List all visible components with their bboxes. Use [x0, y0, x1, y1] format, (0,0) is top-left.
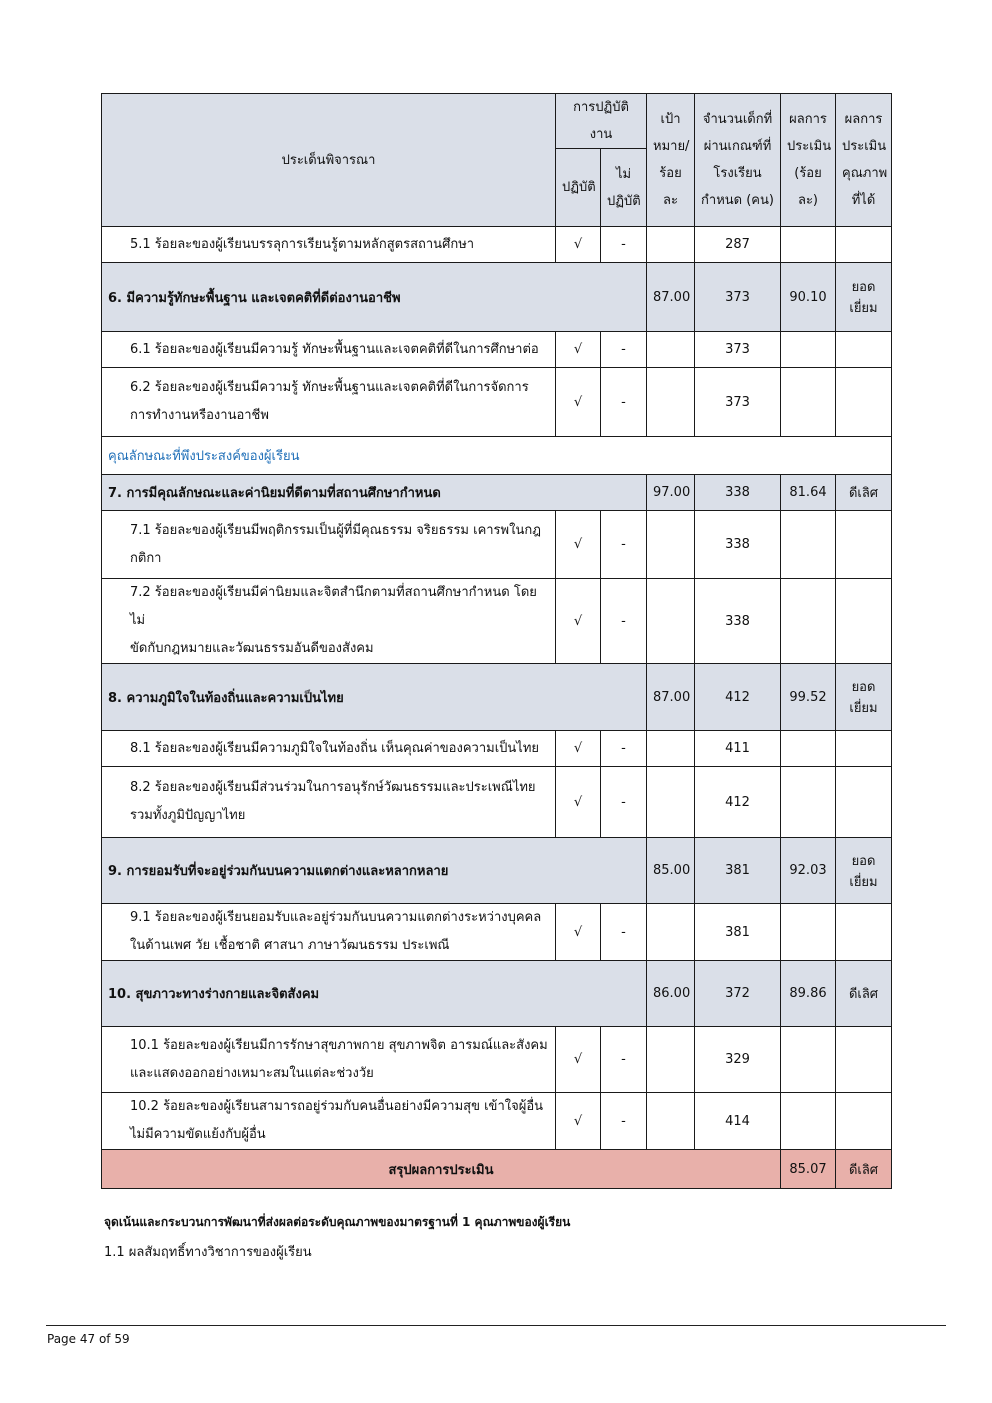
category-row [102, 961, 892, 1027]
count-cell: 287 [695, 227, 781, 263]
criteria-title: 8.1 ร้อยละของผู้เรียนมีความภูมิใจในท้องถิ่น เห็นคุณค่าของความเป็นไทย [102, 731, 556, 767]
target-cell [647, 579, 695, 664]
group-heading: คุณลักษณะที่พึงประสงค์ของผู้เรียน [102, 437, 892, 475]
page-number: Page 47 of 59 [47, 1332, 130, 1346]
target-cell [647, 731, 695, 767]
quality-cell: ดีเลิศ [836, 475, 892, 511]
result-cell [781, 731, 836, 767]
target-cell [647, 767, 695, 838]
quality-cell [836, 904, 892, 961]
quality-cell [836, 227, 892, 263]
summary-row [102, 1150, 892, 1189]
quality-cell [836, 579, 892, 664]
criteria-row [102, 332, 892, 368]
target-cell [647, 1027, 695, 1093]
header-practiced: ปฏิบัติ [556, 149, 601, 227]
quality-cell [836, 767, 892, 838]
category-title: 9. การยอมรับที่จะอยู่ร่วมกันบนความแตกต่างและหลากหลาย [102, 838, 647, 904]
not-practiced-cell: - [601, 332, 647, 368]
target-cell [647, 368, 695, 437]
target-cell: 87.00 [647, 664, 695, 731]
not-practiced-cell: - [601, 511, 647, 579]
target-cell: 87.00 [647, 263, 695, 332]
quality-cell [836, 368, 892, 437]
criteria-title: 5.1 ร้อยละของผู้เรียนบรรลุการเรียนรู้ตามหลักสูตรสถานศึกษา [102, 227, 556, 263]
count-cell: 329 [695, 1027, 781, 1093]
criteria-row [102, 368, 892, 437]
target-cell: 97.00 [647, 475, 695, 511]
group-heading-row [102, 437, 892, 475]
header-result-pct: ผลการ ประเมิน (ร้อย ละ) [781, 94, 836, 227]
count-cell: 373 [695, 263, 781, 332]
result-cell [781, 579, 836, 664]
criteria-title: 10.2 ร้อยละของผู้เรียนสามารถอยู่ร่วมกับคนอื่นอย่างมีความสุข เข้าใจผู้อื่น ไม่มีความขัดแย้งกับผู้อื่น [102, 1093, 556, 1150]
result-cell [781, 332, 836, 368]
summary-title: สรุปผลการประเมิน [102, 1150, 781, 1189]
result-cell [781, 227, 836, 263]
count-cell: 338 [695, 511, 781, 579]
category-row [102, 263, 892, 332]
criteria-row [102, 731, 892, 767]
criteria-row [102, 1093, 892, 1150]
target-cell [647, 227, 695, 263]
result-cell: 92.03 [781, 838, 836, 904]
category-row [102, 664, 892, 731]
footer-divider [46, 1325, 946, 1326]
category-title: 7. การมีคุณลักษณะและค่านิยมที่ดีตามที่สถานศึกษากำหนด [102, 475, 647, 511]
result-cell [781, 1093, 836, 1150]
count-cell: 412 [695, 664, 781, 731]
quality-cell: ดีเลิศ [836, 961, 892, 1027]
practiced-cell: √ [556, 332, 601, 368]
target-cell [647, 904, 695, 961]
result-cell [781, 767, 836, 838]
practiced-cell: √ [556, 579, 601, 664]
practiced-cell: √ [556, 368, 601, 437]
criteria-row [102, 579, 892, 664]
practiced-cell: √ [556, 511, 601, 579]
category-title: 6. มีความรู้ทักษะพื้นฐาน และเจตคติที่ดีต่องานอาชีพ [102, 263, 647, 332]
criteria-row [102, 1027, 892, 1093]
practiced-cell: √ [556, 1027, 601, 1093]
practiced-cell: √ [556, 731, 601, 767]
category-row [102, 475, 892, 511]
target-cell [647, 332, 695, 368]
quality-cell [836, 731, 892, 767]
criteria-title: 8.2 ร้อยละของผู้เรียนมีส่วนร่วมในการอนุรักษ์วัฒนธรรมและประเพณีไทย รวมทั้งภูมิปัญญาไทย [102, 767, 556, 838]
count-cell: 373 [695, 332, 781, 368]
count-cell: 373 [695, 368, 781, 437]
quality-cell [836, 1027, 892, 1093]
result-cell [781, 368, 836, 437]
quality-cell: ยอด เยี่ยม [836, 263, 892, 332]
not-practiced-cell: - [601, 227, 647, 263]
not-practiced-cell: - [601, 368, 647, 437]
header-count: จำนวนเด็กที่ ผ่านเกณฑ์ที่ โรงเรียน กำหนด (คน) [695, 94, 781, 227]
result-cell [781, 1027, 836, 1093]
not-practiced-cell: - [601, 767, 647, 838]
criteria-title: 6.2 ร้อยละของผู้เรียนมีความรู้ ทักษะพื้นฐานและเจตคติที่ดีในการจัดการ การทำงานหรืองานอาชีพ [102, 368, 556, 437]
practiced-cell: √ [556, 767, 601, 838]
target-cell [647, 1093, 695, 1150]
quality-cell [836, 332, 892, 368]
practiced-cell: √ [556, 227, 601, 263]
result-cell: 90.10 [781, 263, 836, 332]
result-cell [781, 904, 836, 961]
quality-cell [836, 1093, 892, 1150]
practiced-cell: √ [556, 1093, 601, 1150]
criteria-row [102, 227, 892, 263]
result-cell: 89.86 [781, 961, 836, 1027]
result-cell [781, 511, 836, 579]
quality-cell [836, 511, 892, 579]
result-cell: 81.64 [781, 475, 836, 511]
header-practice: การปฏิบัติงาน [556, 94, 647, 149]
section-line: 1.1 ผลสัมฤทธิ์ทางวิชาการของผู้เรียน [104, 1245, 312, 1260]
criteria-title: 6.1 ร้อยละของผู้เรียนมีความรู้ ทักษะพื้นฐานและเจตคติที่ดีในการศึกษาต่อ [102, 332, 556, 368]
header-criteria: ประเด็นพิจารณา [102, 94, 556, 227]
criteria-row [102, 904, 892, 961]
not-practiced-cell: - [601, 1027, 647, 1093]
summary-quality: ดีเลิศ [836, 1150, 892, 1189]
criteria-row [102, 511, 892, 579]
count-cell: 372 [695, 961, 781, 1027]
summary-result: 85.07 [781, 1150, 836, 1189]
assessment-table [101, 93, 892, 1189]
quality-cell: ยอด เยี่ยม [836, 664, 892, 731]
not-practiced-cell: - [601, 904, 647, 961]
criteria-title: 7.1 ร้อยละของผู้เรียนมีพฤติกรรมเป็นผู้ที่มีคุณธรรม จริยธรรม เคารพในกฎ กติกา [102, 511, 556, 579]
header-quality: ผลการ ประเมิน คุณภาพ ที่ได้ [836, 94, 892, 227]
header-target: เป้า หมาย/ ร้อยละ [647, 94, 695, 227]
target-cell [647, 511, 695, 579]
category-title: 10. สุขภาวะทางร่างกายและจิตสังคม [102, 961, 647, 1027]
not-practiced-cell: - [601, 1093, 647, 1150]
count-cell: 412 [695, 767, 781, 838]
target-cell: 85.00 [647, 838, 695, 904]
not-practiced-cell: - [601, 579, 647, 664]
quality-cell: ยอด เยี่ยม [836, 838, 892, 904]
category-row [102, 838, 892, 904]
count-cell: 411 [695, 731, 781, 767]
criteria-row [102, 767, 892, 838]
criteria-title: 7.2 ร้อยละของผู้เรียนมีค่านิยมและจิตสำนึกตามที่สถานศึกษากำหนด โดยไม่ ขัดกับกฎหมายและวัฒนธรรมอันดีของสังคม [102, 579, 556, 664]
count-cell: 381 [695, 838, 781, 904]
count-cell: 338 [695, 579, 781, 664]
count-cell: 414 [695, 1093, 781, 1150]
header-not-practiced: ไม่ ปฏิบัติ [601, 149, 647, 227]
result-cell: 99.52 [781, 664, 836, 731]
criteria-title: 9.1 ร้อยละของผู้เรียนยอมรับและอยู่ร่วมกันบนความแตกต่างระหว่างบุคคล ในด้านเพศ วัย เชื้อชาติ ศาสนา ภาษาวัฒนธรรม ประเพณี [102, 904, 556, 961]
section-heading: จุดเน้นและกระบวนการพัฒนาที่ส่งผลต่อระดับคุณภาพของมาตรฐานที่ 1 คุณภาพของผู้เรียน [104, 1215, 571, 1229]
not-practiced-cell: - [601, 731, 647, 767]
criteria-title: 10.1 ร้อยละของผู้เรียนมีการรักษาสุขภาพกาย สุขภาพจิต อารมณ์และสังคม และแสดงออกอย่างเหมาะสมในแต่ละช่วงวัย [102, 1027, 556, 1093]
practiced-cell: √ [556, 904, 601, 961]
category-title: 8. ความภูมิใจในท้องถิ่นและความเป็นไทย [102, 664, 647, 731]
count-cell: 338 [695, 475, 781, 511]
target-cell: 86.00 [647, 961, 695, 1027]
count-cell: 381 [695, 904, 781, 961]
